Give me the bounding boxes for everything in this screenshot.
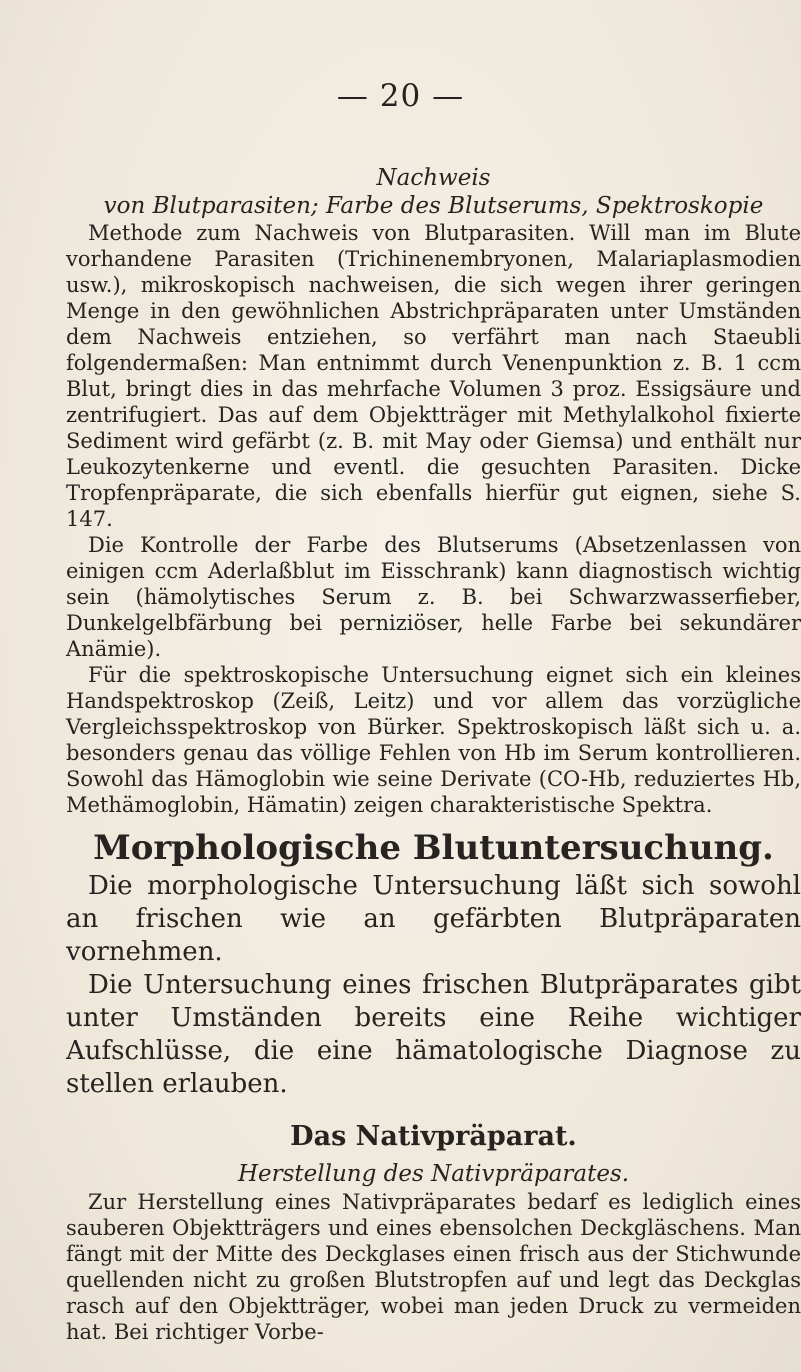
heading-nachweis-subtitle: von Blutparasiten; Farbe des Blutserums, Spektroskopie [103,193,764,219]
paragraph-spectroscopy: Für die spektroskopische Untersuchung eignet sich ein kleines Handspektroskop (Zeiß, Leitz) und vor allem das vorzügliche Vergleichsspektroskop von Bürker. Spektroskopisch läßt sich u. a. besonders genau das völlige Fehlen von Hb im Serum kontrollieren. Sowohl das Hämoglobin wie seine Derivate (CO-Hb, reduziertes Hb, Methämoglobin, Hämatin) zeigen charakteristische Spektra. [66,663,801,817]
page-number: — 20 — [336,78,465,114]
heading-herstellung-nativpraeparat: Herstellung des Nativpräparates. [237,1161,630,1187]
text-column [66,164,801,1345]
paragraph-serum-colour: Die Kontrolle der Farbe des Blutserums (Absetzenlassen von einigen ccm Aderlaßblut im Eisschrank) kann diagnostisch wichtig sein (hämolytisches Serum z. B. bei Schwarzwasserfieber, Dunkelgelbfärbung bei perniziöser, helle Farbe bei sekundärer Anämie). [66,533,801,661]
paragraph-blood-parasites: Methode zum Nachweis von Blutparasiten. Will man im Blute vorhandene Parasiten (Trichinenembryonen, Malariaplasmodien usw.), mikroskopisch nachweisen, die sich wegen ihrer geringen Menge in den gewöhnlichen Abstrichpräparaten unter Umständen dem Nachweis entziehen, so verfährt man nach Staeubli folgendermaßen: Man entnimmt durch Venenpunktion z. B. 1 ccm Blut, bringt dies in das mehrfache Volumen 3 proz. Essigsäure und zentrifugiert. Das auf dem Objektträger mit Methylalkohol fixierte Sediment wird gefärbt (z. B. mit May oder Giemsa) und enthält nur Leukozytenkerne und eventl. die gesuchten Parasiten. Dicke Tropfenpräparate, die sich ebenfalls hierfür gut eignen, siehe S. 147. [66,221,801,531]
heading-morphologische-blutuntersuchung: Morphologische Blutuntersuchung. [93,828,774,868]
heading-nachweis: Nachweis [376,165,491,191]
paragraph-preparation-method: Zur Herstellung eines Nativpräparates bedarf es lediglich eines sauberen Objektträgers und eines ebensolchen Deckgläschens. Man fängt mit der Mitte des Deckglases einen frisch aus der Stichwunde quellenden nicht zu großen Blutstropfen auf und legt das Deckglas rasch auf den Objektträger, wobei man jeden Druck zu vermeiden hat. Bei richtiger Vorbe- [66,1190,801,1344]
heading-nativpraeparat: Das Nativpräparat. [290,1121,577,1152]
paragraph-morphological-intro: Die morphologische Untersuchung läßt sich sowohl an frischen wie an gefärbten Blutpräparaten vornehmen. [66,871,801,967]
paragraph-fresh-preparation: Die Untersuchung eines frischen Blutpräparates gibt unter Umständen bereits eine Reihe wichtiger Aufschlüsse, die eine hämatologische Diagnose zu stellen erlauben. [66,970,801,1099]
